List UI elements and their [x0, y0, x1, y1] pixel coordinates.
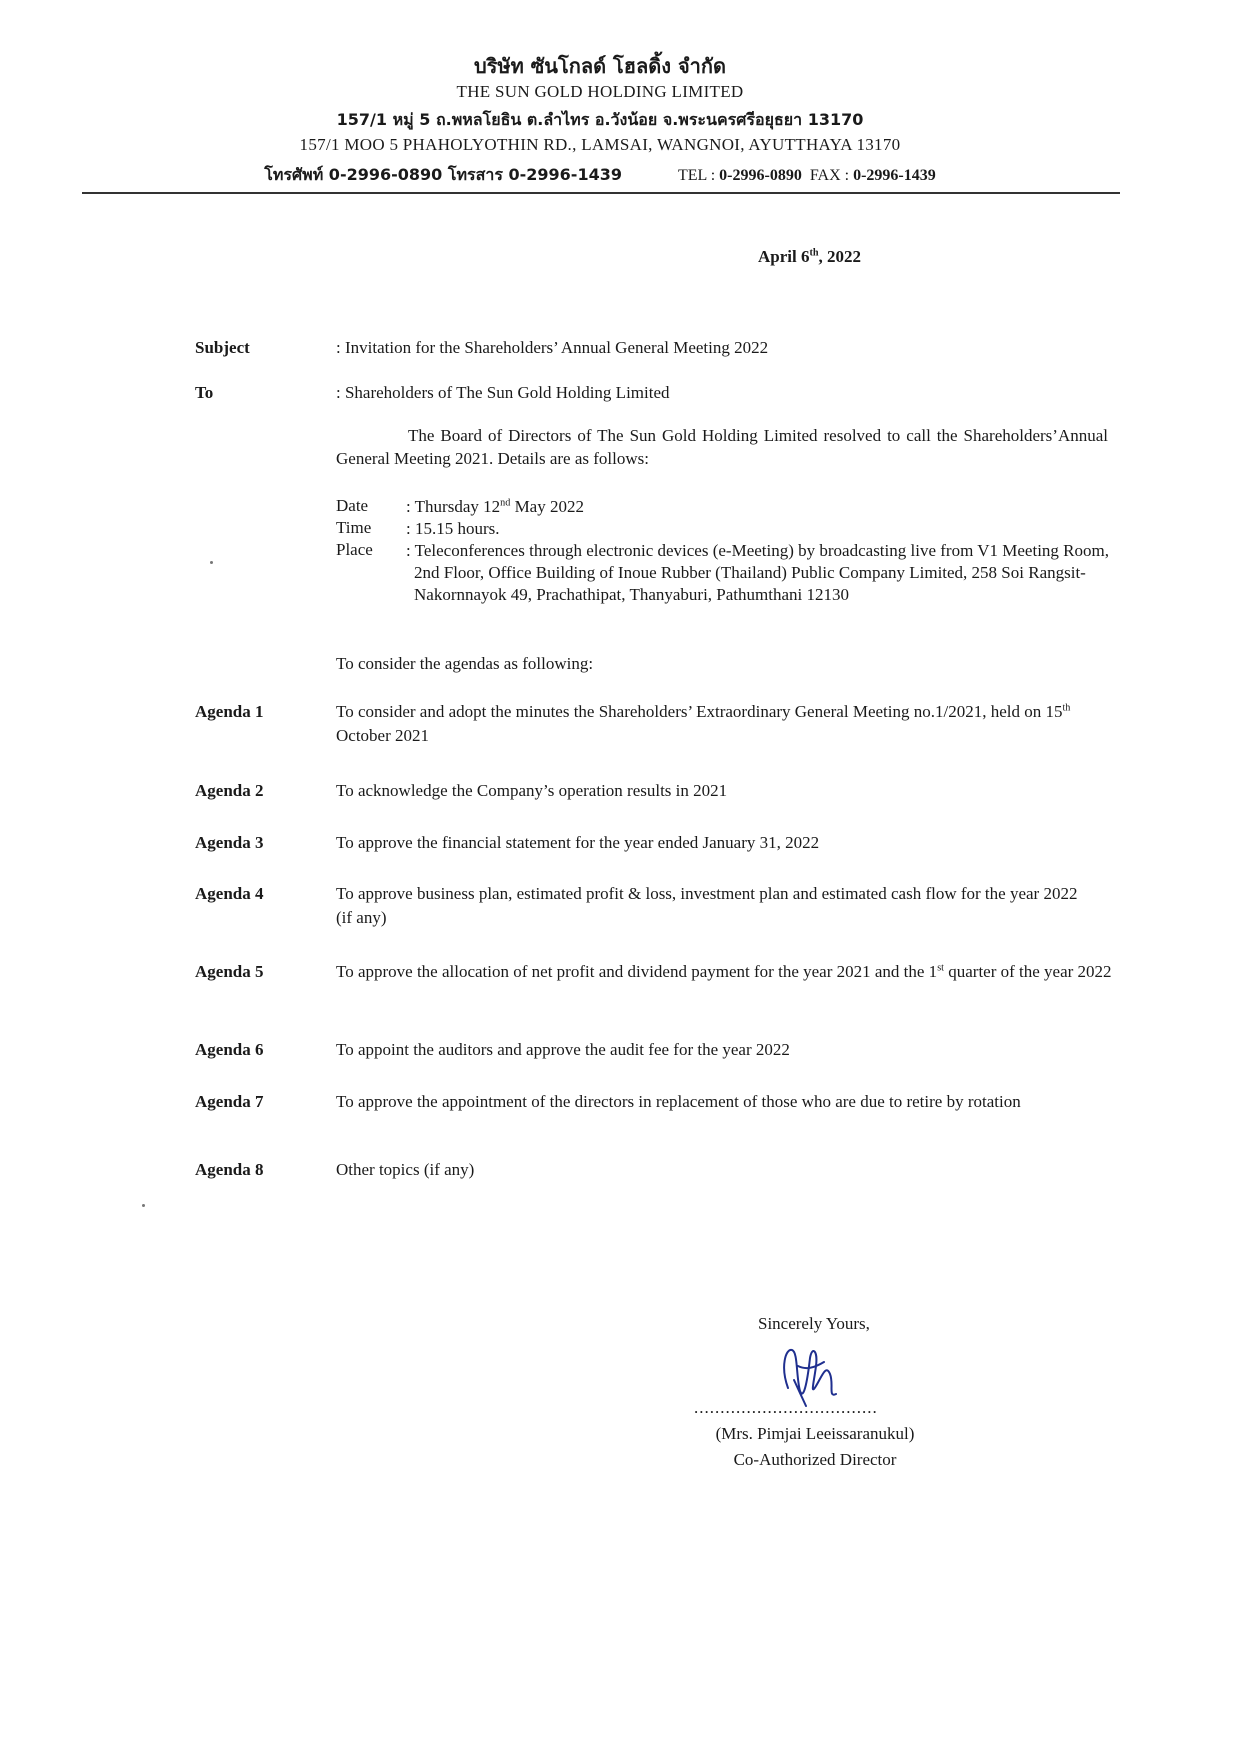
agenda-text: Other topics (if any) — [336, 1160, 475, 1179]
agenda-text: To acknowledge the Company’s operation results in 2021 — [336, 781, 728, 800]
intro-paragraph: The Board of Directors of The Sun Gold Holding Limited resolved to call the Shareholders’Annual General Meeting 2021. Details are as follows: — [336, 426, 1108, 468]
signer-title: Co-Authorized Director — [733, 1450, 897, 1469]
phone-fax-thai: โทรศัพท์ 0-2996-0890 โทรสาร 0-2996-1439 — [264, 165, 622, 184]
agenda-label: Agenda 7 — [195, 1092, 264, 1111]
agenda-label: Agenda 4 — [195, 884, 264, 903]
closing-salutation: Sincerely Yours, — [758, 1314, 870, 1333]
tel-label: TEL : — [677, 167, 720, 184]
agenda-label: Agenda 2 — [195, 781, 264, 800]
meeting-place-value: : Teleconferences through electronic devices (e-Meeting) by broadcasting live from V1 Meeting Room, 2nd Floor, Office Building of Inoue Rubber (Thailand) Public Company Limited, 258 Soi Rangsit-Nakornnayok 49, Prachathipat, Thanyaburi, Pathumthani 12130 — [406, 541, 1109, 604]
company-name-thai: บริษัท ซันโกลด์ โฮลดิ้ง จำกัด — [473, 54, 727, 78]
company-address-thai: 157/1 หมู่ 5 ถ.พหลโยธิน ต.ลำไทร อ.วังน้อย จ.พระนครศรีอยุธยา 13170 — [336, 110, 864, 129]
agenda-text: To approve the allocation of net profit and dividend payment for the year 2021 and the 1st quarter of the year 2022 — [336, 962, 1112, 981]
agenda-intro: To consider the agendas as following: — [336, 654, 594, 673]
agenda-text: To approve the appointment of the directors in replacement of those who are due to retire by rotation — [336, 1092, 1021, 1111]
company-name-english: THE SUN GOLD HOLDING LIMITED — [456, 82, 744, 101]
meeting-place-label: Place — [336, 540, 373, 559]
subject-text: : Invitation for the Shareholders’ Annual General Meeting 2022 — [336, 338, 769, 357]
agenda-label: Agenda 1 — [195, 702, 264, 721]
company-address-english: 157/1 MOO 5 PHAHOLYOTHIN RD., LAMSAI, WANGNOI, AYUTTHAYA 13170 — [299, 135, 901, 154]
agenda-label: Agenda 6 — [195, 1040, 264, 1059]
subject-label: Subject — [195, 338, 250, 357]
scan-speck — [210, 561, 213, 564]
agenda-label: Agenda 3 — [195, 833, 264, 852]
agenda-text: To approve the financial statement for the year ended January 31, 2022 — [336, 833, 820, 852]
meeting-date-label: Date — [336, 496, 369, 515]
recipient-label: To — [195, 383, 214, 402]
agenda-label: Agenda 5 — [195, 962, 264, 981]
fax-label: FAX : — [809, 167, 854, 184]
meeting-date-value: : Thursday 12nd May 2022 — [406, 497, 584, 516]
company-contact-line — [80, 163, 1120, 188]
letterhead-divider — [82, 192, 1120, 194]
recipient-text: : Shareholders of The Sun Gold Holding Limited — [336, 383, 670, 402]
signature-line: ................................... — [694, 1398, 878, 1417]
agenda-text: To consider and adopt the minutes the Shareholders’ Extraordinary General Meeting no.1/2021, held on 15th October 2021 — [336, 702, 1071, 745]
tel-number: 0-2996-0890 — [719, 167, 802, 184]
agenda-text: To approve business plan, estimated profit & loss, investment plan and estimated cash flow for the year 2022 (if any) — [336, 884, 1078, 927]
signer-name: (Mrs. Pimjai Leeissaranukul) — [715, 1424, 915, 1443]
fax-number: 0-2996-1439 — [853, 167, 936, 184]
agenda-label: Agenda 8 — [195, 1160, 264, 1179]
letter-date: April 6th, 2022 — [758, 247, 862, 266]
agenda-text: To appoint the auditors and approve the audit fee for the year 2022 — [336, 1040, 790, 1059]
meeting-time-label: Time — [336, 518, 372, 537]
scan-speck — [142, 1204, 145, 1207]
meeting-time-value: : 15.15 hours. — [406, 519, 500, 538]
